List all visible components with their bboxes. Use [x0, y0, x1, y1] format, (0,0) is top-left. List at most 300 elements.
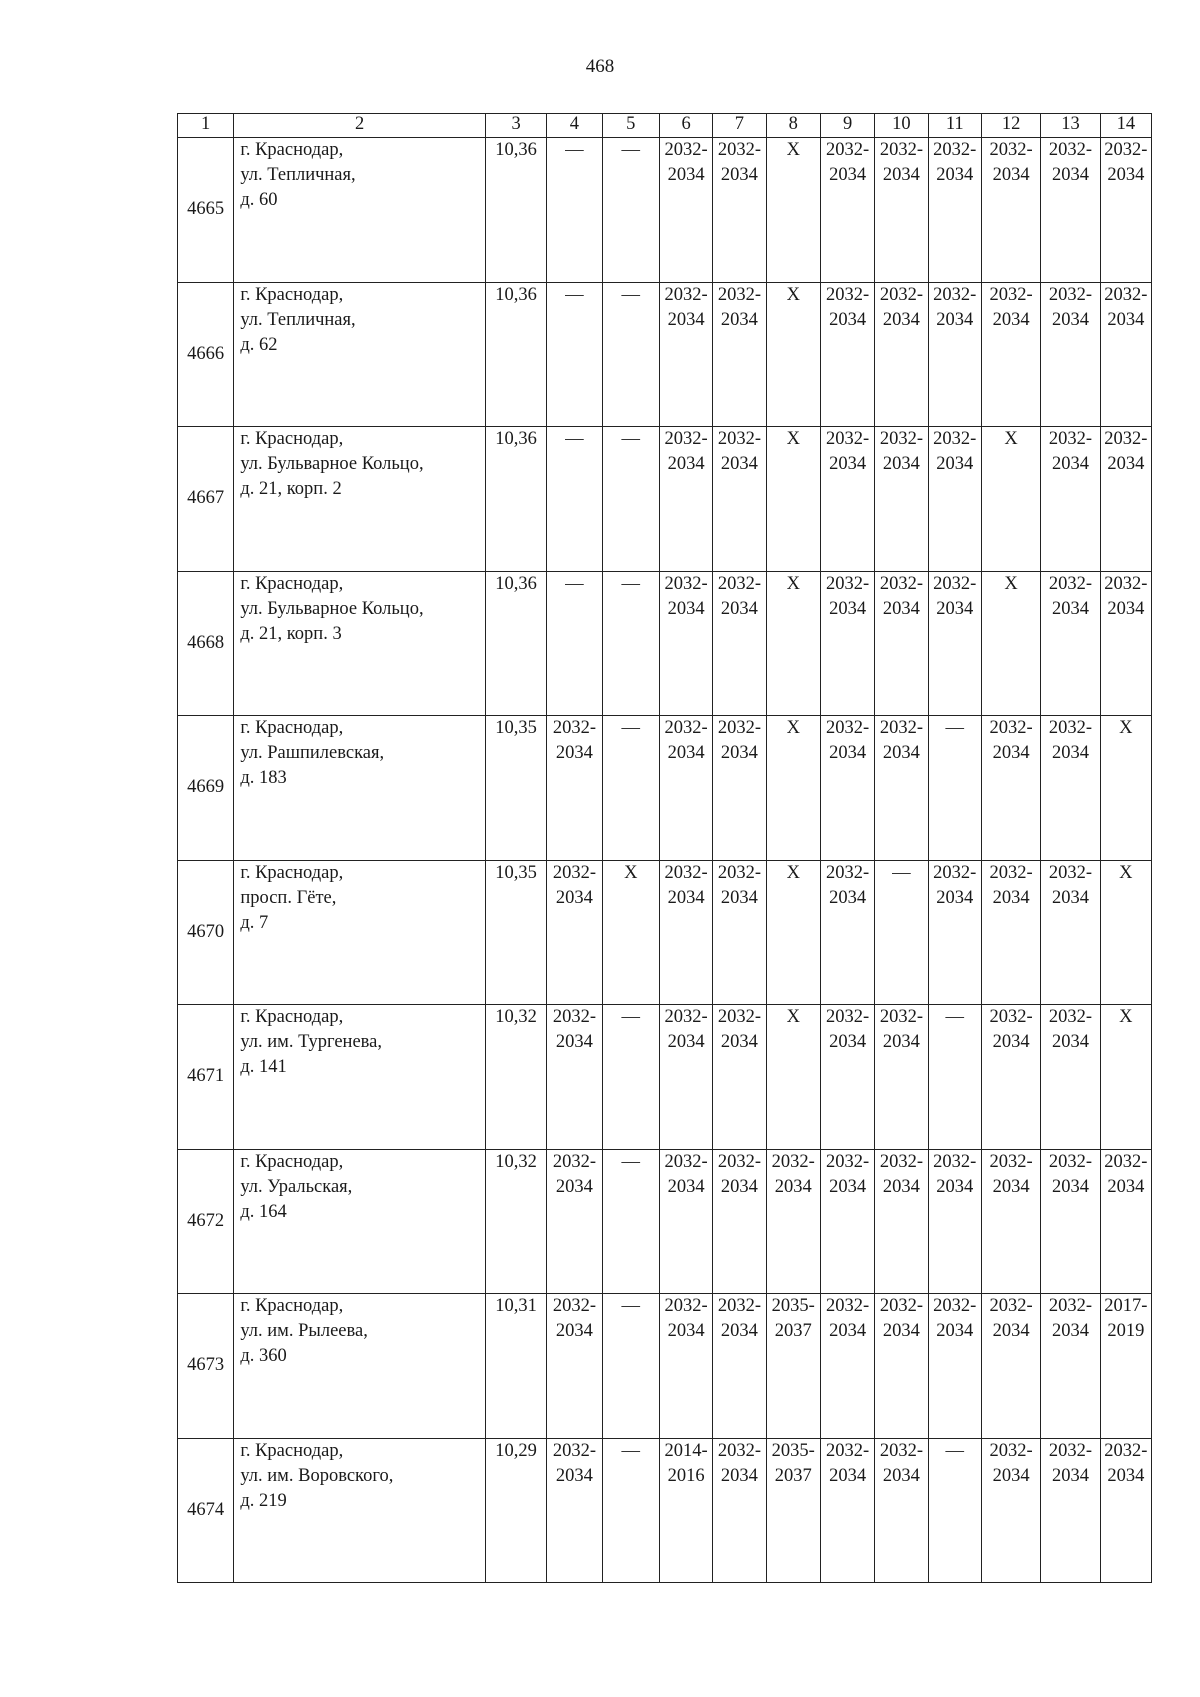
column-header-11: 11 [928, 114, 981, 138]
period-cell [766, 427, 820, 572]
period-text: 2032- [552, 862, 597, 883]
period-text: X [1004, 429, 1018, 449]
period-text: — [621, 284, 641, 305]
period-text: 2034 [720, 309, 758, 330]
period-text: 2034 [829, 309, 867, 330]
row-number: 4669 [178, 716, 234, 861]
address-cell [234, 1149, 486, 1294]
period-cell [766, 138, 820, 283]
period-text: 2032- [1048, 862, 1093, 883]
period-text: 2034 [720, 598, 758, 619]
period-text: 2034 [829, 1465, 867, 1486]
header-row [178, 114, 1152, 138]
address-line: д. 60 [240, 190, 278, 210]
period-cell [766, 860, 820, 1005]
column-header-2: 2 [234, 114, 486, 138]
period-text: — [621, 573, 641, 594]
address-line: г. Краснодар, [240, 1440, 344, 1461]
row-number: 4670 [178, 860, 234, 1005]
register-table [177, 113, 1152, 1583]
period-text: X [786, 284, 800, 305]
period-cell [820, 138, 874, 283]
period-cell [659, 138, 712, 283]
period-text: 2032- [879, 1007, 923, 1027]
period-text: 2034 [555, 1176, 593, 1197]
period-cell [766, 1294, 820, 1439]
period-text: 2032- [771, 1151, 815, 1172]
period-cell [981, 716, 1040, 861]
period-text: 2032- [826, 1151, 870, 1172]
period-text: — [621, 1296, 641, 1316]
period-text: 2032- [717, 862, 762, 883]
period-text: 2034 [1107, 309, 1145, 330]
period-text: — [621, 1007, 641, 1027]
address-line: г. Краснодар, [240, 718, 344, 738]
address-line: ул. Рашпилевская, [240, 743, 385, 763]
period-text: 2034 [1107, 1176, 1145, 1197]
address-line: д. 219 [240, 1490, 287, 1511]
period-text: 2032- [552, 1151, 597, 1172]
value-cell: 10,36 [485, 427, 546, 572]
address-line: ул. Тепличная, [240, 309, 356, 330]
address-line: ул. им. Тургенева, [240, 1032, 382, 1052]
period-text: 2032- [1104, 429, 1148, 449]
address-line: д. 164 [240, 1201, 287, 1222]
period-text: X [1004, 573, 1018, 594]
period-cell [602, 860, 659, 1005]
period-text: 2034 [882, 165, 920, 185]
period-cell [875, 716, 928, 861]
period-text: X [1119, 862, 1133, 883]
table-row [178, 427, 1152, 572]
period-text: 2034 [1051, 887, 1089, 908]
row-number: 4671 [178, 1005, 234, 1150]
period-text: 2032- [879, 284, 923, 305]
address-cell [234, 1438, 486, 1583]
period-text: 2032- [1104, 1440, 1148, 1461]
period-text: 2034 [774, 1176, 812, 1197]
period-cell [981, 1005, 1040, 1150]
period-text: 2032- [664, 1296, 708, 1316]
period-cell [875, 1005, 928, 1150]
period-text: 2034 [1051, 1465, 1089, 1486]
period-text: 2032- [1048, 1007, 1093, 1027]
period-text: 2034 [936, 1321, 974, 1341]
period-cell [981, 427, 1040, 572]
period-cell [766, 571, 820, 716]
period-text: 2017- [1104, 1296, 1148, 1316]
period-text: 2032- [933, 429, 977, 449]
period-text: 2034 [555, 1465, 593, 1486]
period-text: 2034 [992, 1032, 1030, 1052]
period-cell [1041, 1005, 1100, 1150]
period-text: 2032- [826, 429, 870, 449]
period-text: 2032- [717, 1440, 762, 1461]
address-line: г. Краснодар, [240, 429, 344, 449]
period-text: 2034 [882, 598, 920, 619]
table-row [178, 138, 1152, 283]
period-cell [1100, 1438, 1151, 1583]
period-cell [713, 716, 766, 861]
period-cell [820, 571, 874, 716]
address-cell [234, 571, 486, 716]
period-text: 2034 [992, 1176, 1030, 1197]
period-text: 2034 [1051, 1032, 1089, 1052]
period-cell [820, 860, 874, 1005]
period-text: 2034 [882, 454, 920, 474]
period-cell [713, 1438, 766, 1583]
period-text: 2032- [989, 1440, 1033, 1461]
address-line: г. Краснодар, [240, 284, 344, 305]
period-text: 2032- [664, 140, 708, 160]
period-cell [1100, 716, 1151, 861]
period-text: 2034 [1051, 743, 1089, 763]
address-line: д. 7 [240, 912, 269, 933]
table-row [178, 1005, 1152, 1150]
period-cell [713, 860, 766, 1005]
column-header-8: 8 [766, 114, 820, 138]
row-number: 4674 [178, 1438, 234, 1583]
period-cell [602, 1149, 659, 1294]
column-header-6: 6 [659, 114, 712, 138]
period-text: 2037 [774, 1321, 812, 1341]
column-header-1: 1 [178, 114, 234, 138]
period-cell [547, 1005, 602, 1150]
period-cell [820, 1149, 874, 1294]
period-text: 2034 [1051, 165, 1089, 185]
period-text: 2032- [717, 1296, 762, 1316]
period-text: 2032- [989, 1151, 1033, 1172]
period-text: 2032- [1048, 284, 1093, 305]
value-cell: 10,35 [485, 860, 546, 1005]
period-text: 2034 [829, 887, 867, 908]
value-cell: 10,36 [485, 571, 546, 716]
period-text: 2019 [1107, 1321, 1145, 1341]
period-text: 2032- [1048, 140, 1093, 160]
period-text: 2032- [664, 429, 708, 449]
value-cell: 10,32 [485, 1005, 546, 1150]
period-text: 2034 [936, 887, 974, 908]
period-text: 2032- [1048, 573, 1093, 594]
value-cell: 10,36 [485, 138, 546, 283]
address-cell [234, 1294, 486, 1439]
period-text: 2032- [826, 862, 870, 883]
period-text: 2032- [717, 284, 762, 305]
period-text: 2032- [1104, 1151, 1148, 1172]
period-cell [928, 1005, 981, 1150]
address-cell [234, 427, 486, 572]
address-cell [234, 282, 486, 427]
period-text: 2032- [933, 1151, 977, 1172]
table-row [178, 1438, 1152, 1583]
period-cell [820, 716, 874, 861]
period-text: 2037 [774, 1465, 812, 1486]
period-cell [547, 1294, 602, 1439]
period-text: 2032- [933, 140, 977, 160]
period-text: 2032- [664, 718, 708, 738]
address-line: ул. Бульварное Кольцо, [240, 598, 424, 619]
address-line: ул. им. Воровского, [240, 1465, 394, 1486]
address-line: д. 21, корп. 3 [240, 623, 342, 644]
address-line: г. Краснодар, [240, 1007, 344, 1027]
period-text: — [621, 1440, 641, 1461]
period-text: 2034 [992, 309, 1030, 330]
period-text: 2034 [829, 743, 867, 763]
row-number: 4665 [178, 138, 234, 283]
period-text: 2034 [882, 1032, 920, 1052]
period-text: 2032- [826, 1007, 870, 1027]
period-cell [547, 571, 602, 716]
period-cell [875, 282, 928, 427]
period-cell [659, 282, 712, 427]
period-text: X [786, 429, 800, 449]
period-cell [713, 138, 766, 283]
period-text: — [565, 284, 584, 305]
period-cell [1041, 1438, 1100, 1583]
period-text: 2034 [667, 887, 705, 908]
period-text: 2034 [667, 743, 705, 763]
period-text: 2034 [992, 1465, 1030, 1486]
period-cell [659, 716, 712, 861]
period-text: 2034 [936, 309, 974, 330]
period-text: 2032- [826, 1296, 870, 1316]
period-text: 2034 [936, 165, 974, 185]
period-text: 2032- [1104, 284, 1148, 305]
period-text: 2034 [936, 598, 974, 619]
period-cell [547, 716, 602, 861]
period-cell [1041, 860, 1100, 1005]
address-line: г. Краснодар, [240, 1151, 344, 1172]
period-cell [875, 138, 928, 283]
period-text: 2032- [552, 1007, 597, 1027]
table-row [178, 571, 1152, 716]
period-text: 2034 [555, 1321, 593, 1341]
row-number: 4673 [178, 1294, 234, 1439]
period-text: — [621, 718, 641, 738]
period-text: 2034 [555, 743, 593, 763]
table-body [178, 138, 1152, 1583]
period-text: X [786, 862, 800, 883]
period-text: 2034 [720, 1465, 758, 1486]
period-text: 2034 [882, 1321, 920, 1341]
period-text: 2032- [879, 1296, 923, 1316]
address-line: г. Краснодар, [240, 573, 344, 594]
period-text: 2032- [1104, 140, 1148, 160]
period-cell [928, 138, 981, 283]
period-cell [875, 571, 928, 716]
period-text: 2034 [555, 887, 593, 908]
column-header-14: 14 [1100, 114, 1151, 138]
period-cell [602, 1294, 659, 1439]
period-cell [981, 1149, 1040, 1294]
period-text: 2032- [717, 1007, 762, 1027]
period-cell [766, 716, 820, 861]
period-text: 2034 [829, 598, 867, 619]
period-cell [766, 282, 820, 427]
value-cell: 10,32 [485, 1149, 546, 1294]
period-text: 2032- [879, 1440, 923, 1461]
period-cell [981, 860, 1040, 1005]
period-text: 2032- [717, 429, 762, 449]
period-text: X [1119, 1007, 1133, 1027]
address-cell [234, 1005, 486, 1150]
period-cell [928, 1438, 981, 1583]
address-line: ул. Тепличная, [240, 165, 356, 185]
period-text: 2032- [989, 140, 1033, 160]
period-cell [659, 427, 712, 572]
period-text: — [892, 862, 911, 883]
address-line: д. 21, корп. 2 [240, 479, 342, 499]
period-text: 2035- [771, 1440, 815, 1461]
period-cell [928, 1294, 981, 1439]
period-cell [875, 1149, 928, 1294]
period-cell [713, 571, 766, 716]
period-text: 2032- [664, 862, 708, 883]
period-text: 2034 [1051, 1321, 1089, 1341]
period-text: 2034 [720, 1176, 758, 1197]
period-cell [547, 282, 602, 427]
period-text: — [565, 573, 584, 594]
period-cell [875, 1438, 928, 1583]
period-text: 2032- [717, 140, 762, 160]
period-text: 2016 [667, 1465, 705, 1486]
period-text: 2034 [992, 887, 1030, 908]
period-text: 2032- [933, 1296, 977, 1316]
address-line: д. 183 [240, 768, 287, 788]
period-text: 2034 [1051, 454, 1089, 474]
period-text: 2032- [1048, 1440, 1093, 1461]
period-cell [981, 138, 1040, 283]
period-cell [1100, 1149, 1151, 1294]
period-cell [1100, 427, 1151, 572]
period-cell [547, 1149, 602, 1294]
period-text: 2032- [552, 718, 597, 738]
address-line: ул. Бульварное Кольцо, [240, 454, 424, 474]
period-text: X [786, 718, 800, 738]
period-cell [1041, 1294, 1100, 1439]
period-cell [602, 1005, 659, 1150]
table-row [178, 716, 1152, 861]
period-text: 2034 [829, 1032, 867, 1052]
period-cell [766, 1149, 820, 1294]
period-cell [659, 1294, 712, 1439]
table-row [178, 860, 1152, 1005]
period-cell [659, 1438, 712, 1583]
period-cell [1041, 1149, 1100, 1294]
period-cell [875, 860, 928, 1005]
period-cell [1100, 138, 1151, 283]
period-text: 2032- [664, 1151, 708, 1172]
address-line: г. Краснодар, [240, 1296, 344, 1316]
period-text: 2034 [720, 454, 758, 474]
period-text: 2032- [826, 1440, 870, 1461]
period-cell [981, 282, 1040, 427]
row-number: 4668 [178, 571, 234, 716]
period-cell [547, 1438, 602, 1583]
period-cell [602, 1438, 659, 1583]
period-text: X [786, 140, 800, 160]
table-row [178, 1294, 1152, 1439]
period-text: — [621, 1151, 641, 1172]
period-text: 2032- [552, 1296, 597, 1316]
row-number: 4667 [178, 427, 234, 572]
period-cell [713, 1149, 766, 1294]
column-header-10: 10 [875, 114, 928, 138]
period-cell [928, 1149, 981, 1294]
period-cell [713, 282, 766, 427]
period-text: 2034 [829, 165, 867, 185]
address-cell [234, 716, 486, 861]
period-cell [820, 282, 874, 427]
period-text: 2032- [989, 1296, 1033, 1316]
period-text: 2032- [933, 573, 977, 594]
period-text: 2034 [720, 887, 758, 908]
period-text: 2034 [667, 1176, 705, 1197]
period-cell [1100, 1005, 1151, 1150]
period-text: 2032- [879, 718, 923, 738]
period-text: 2034 [720, 1032, 758, 1052]
period-cell [1100, 860, 1151, 1005]
page-number: 468 [585, 56, 615, 77]
period-text: 2034 [1051, 1176, 1089, 1197]
period-text: 2032- [879, 140, 923, 160]
period-cell [928, 282, 981, 427]
address-line: д. 141 [240, 1057, 287, 1077]
period-text: 2034 [936, 454, 974, 474]
address-cell [234, 860, 486, 1005]
period-cell [928, 571, 981, 716]
value-cell: 10,31 [485, 1294, 546, 1439]
period-text: 2034 [667, 454, 705, 474]
period-text: 2032- [933, 862, 977, 883]
column-header-12: 12 [981, 114, 1040, 138]
column-header-5: 5 [602, 114, 659, 138]
period-cell [659, 571, 712, 716]
period-cell [981, 571, 1040, 716]
period-text: 2014- [664, 1440, 708, 1461]
period-cell [659, 1005, 712, 1150]
period-cell [981, 1438, 1040, 1583]
column-header-4: 4 [547, 114, 602, 138]
value-cell: 10,35 [485, 716, 546, 861]
period-cell [1041, 138, 1100, 283]
period-cell [602, 427, 659, 572]
period-cell [981, 1294, 1040, 1439]
period-text: 2032- [989, 1007, 1033, 1027]
period-cell [820, 1438, 874, 1583]
period-text: 2034 [667, 1032, 705, 1052]
period-cell [820, 427, 874, 572]
address-line: д. 360 [240, 1346, 287, 1366]
period-cell [602, 138, 659, 283]
period-text: X [1119, 718, 1133, 738]
period-cell [713, 1294, 766, 1439]
period-cell [1041, 427, 1100, 572]
period-text: 2032- [664, 1007, 708, 1027]
period-cell [928, 716, 981, 861]
row-number: 4672 [178, 1149, 234, 1294]
period-text: 2034 [992, 165, 1030, 185]
period-cell [659, 1149, 712, 1294]
period-cell [875, 427, 928, 572]
period-cell [1041, 716, 1100, 861]
row-number: 4666 [178, 282, 234, 427]
period-cell [602, 716, 659, 861]
period-text: 2032- [826, 573, 870, 594]
address-line: ул. им. Рылеева, [240, 1321, 368, 1341]
period-text: 2032- [717, 718, 762, 738]
period-cell [820, 1005, 874, 1150]
